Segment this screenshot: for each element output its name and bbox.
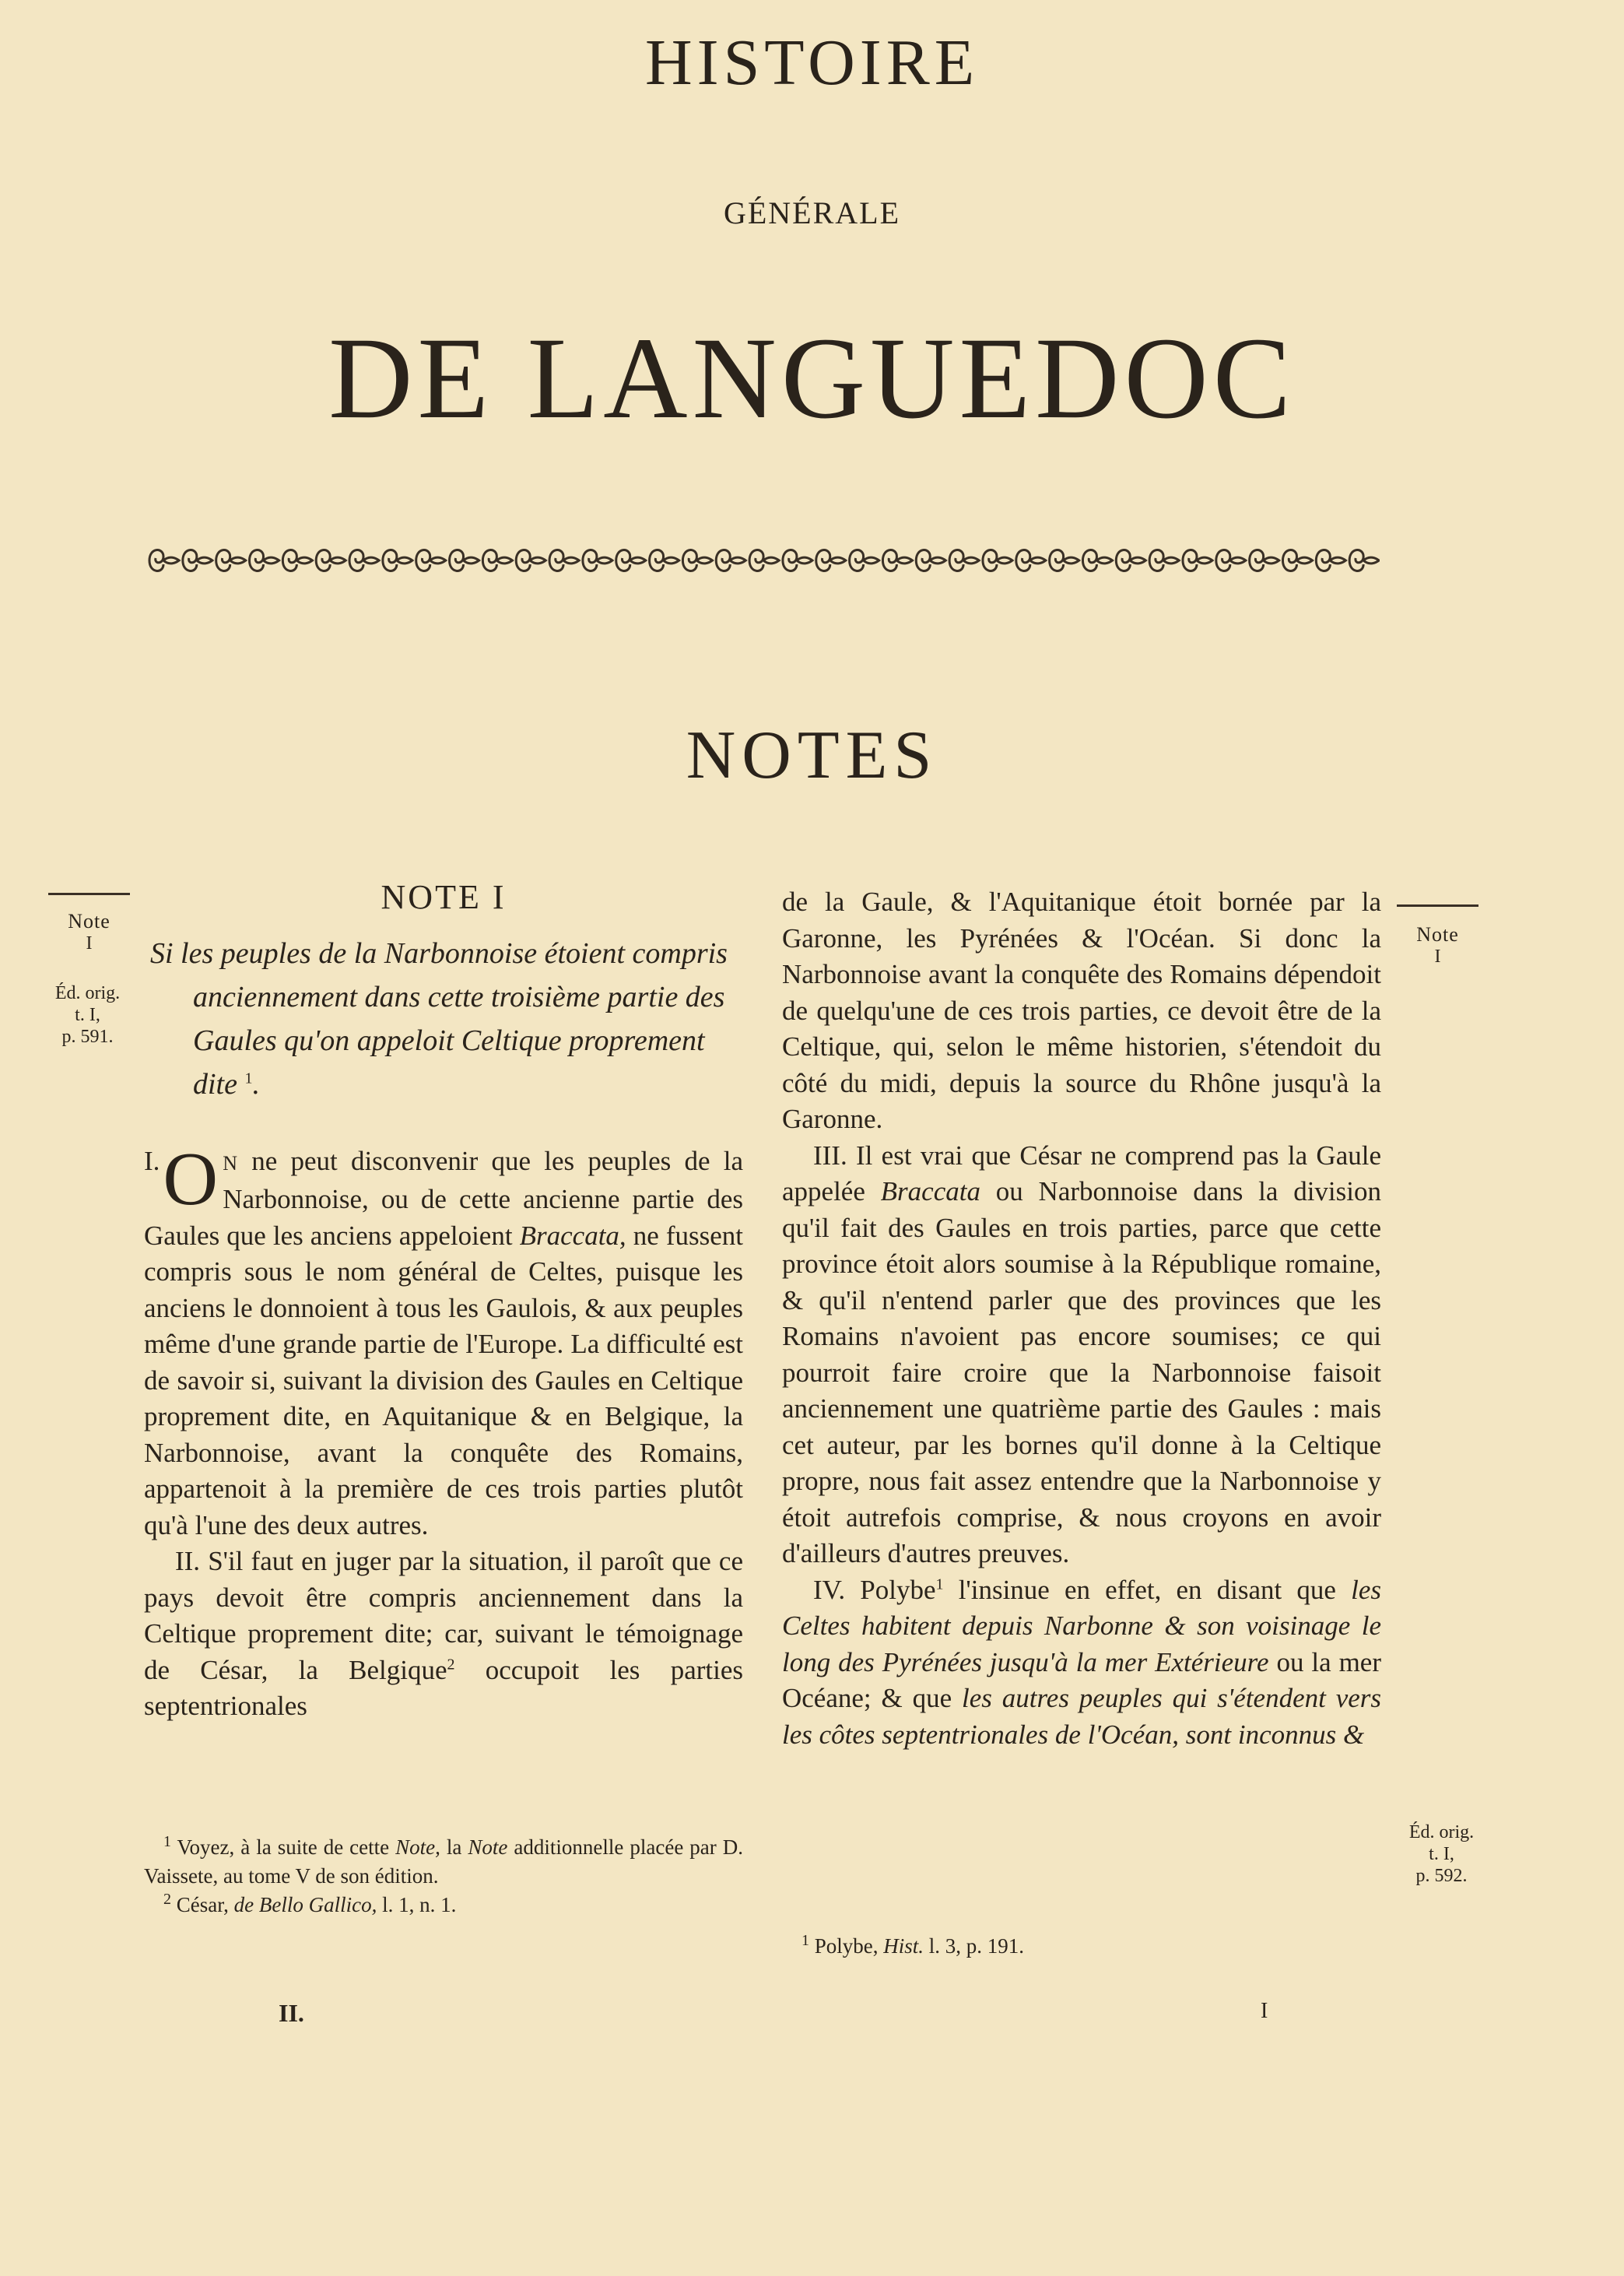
right-edition-line: p. 592. — [1415, 1866, 1468, 1886]
paragraph-4 — [782, 1572, 1381, 1754]
footnote-text: l. 3, p. 191. — [928, 1934, 1025, 1958]
left-margin-note — [48, 911, 130, 954]
right-note-number: I — [1434, 947, 1441, 967]
note-subtitle-end: . — [252, 1067, 260, 1101]
footnotes-left — [144, 1833, 743, 1919]
right-edition-ref — [1393, 1821, 1490, 1887]
paragraph-text: II. S'il faut en juger par la situation, il paroît que ce pays devoit être compris anciennement dans la Celtique proprement dite; car, suivant le témoignage de César, la Belgique — [144, 1546, 743, 1685]
paragraph-3 — [782, 1138, 1381, 1572]
right-margin-rule — [1397, 904, 1478, 907]
scroll-ornament-icon — [146, 541, 1380, 580]
scroll-ornament-segment — [1016, 550, 1046, 571]
scroll-ornament-segment — [1050, 550, 1079, 571]
scroll-ornament-segment — [882, 550, 912, 571]
scroll-ornament-segment — [816, 550, 846, 571]
scroll-ornament-segment — [1149, 550, 1179, 571]
italic-text: Braccata, — [519, 1220, 626, 1251]
scroll-ornament-segment — [250, 550, 279, 571]
left-edition-ref — [39, 982, 136, 1048]
section-heading-notes: NOTES — [686, 718, 938, 793]
scroll-ornament-segment — [650, 550, 679, 571]
footnote-italic: de Bello Gallico, — [233, 1893, 377, 1916]
italic-text: les autres peuples qui s'étendent vers les côtes septentrionales de l'Océan, sont inconnus & — [782, 1683, 1382, 1750]
scroll-ornament-segment — [450, 550, 479, 571]
scroll-ornament-segment — [282, 550, 312, 571]
scroll-ornament-segment — [616, 550, 646, 571]
paragraph-text: ne fussent compris sous le nom général de Celtes, puisque les anciens le donnoient à tous les Gaulois, & aux peuples même d'une grande partie de l'Europe. La difficulté est de savoir si, suivant la division des Gaules en Celtique proprement dite, en Aquitanique & en Belgique, la Narbonnoise, avant la conquête des Romains, appartenoit à la première de ces trois parties plutôt qu'à l'une des deux autres. — [144, 1220, 743, 1540]
paragraph-text: ne peut disconvenir que les peuples de la Narbonnoise, ou de cette ancienne partie des Gaules que les anciens appeloient — [144, 1145, 743, 1251]
footnote-text: additionnelle placée par D. Vaissete, au tome V de son édition. — [144, 1835, 744, 1888]
footnote-text: la — [446, 1835, 462, 1859]
left-column — [144, 880, 743, 1725]
right-edition-line: t. I, — [1429, 1844, 1454, 1864]
scroll-ornament-segment — [682, 550, 712, 571]
paragraph-numeral: I. — [144, 1145, 160, 1176]
paragraph-text: l'insinue en effet, en disant que — [958, 1574, 1336, 1605]
footnote-italic: Hist. — [883, 1934, 924, 1958]
scroll-ornament-segment — [783, 550, 812, 571]
signature-mark-left: II. — [279, 1999, 304, 2027]
footnote-2 — [144, 1891, 743, 1919]
signature-mark-right: I — [1261, 1999, 1268, 2023]
italic-text: Braccata — [880, 1176, 980, 1206]
scroll-ornament-segment — [1216, 550, 1246, 571]
scroll-ornament-segment — [1282, 550, 1312, 571]
italic-text: les Celtes habitent depuis Narbonne & son voisinage le long des Pyrénées jusqu'à la mer Extérieure — [782, 1574, 1381, 1677]
small-caps-text: N — [223, 1151, 238, 1175]
scroll-ornament-segment — [1116, 550, 1145, 571]
scroll-ornament-segment — [1349, 550, 1379, 571]
footnote-marker: 1 — [801, 1932, 809, 1949]
left-margin-rule — [48, 893, 130, 895]
footnote-text: César, — [176, 1893, 229, 1916]
scroll-ornament-segment — [316, 550, 345, 571]
footnote-1 — [782, 1932, 1381, 1961]
scroll-ornament-segment — [916, 550, 945, 571]
footnote-text: Polybe, — [814, 1934, 879, 1958]
paragraph-1 — [144, 1136, 743, 1544]
scroll-ornament-segment — [850, 550, 879, 571]
scroll-ornament-segment — [749, 550, 779, 571]
note-subtitle-text: Si les peuples de la Narbonnoise étoient compris anciennement dans cette troisième partie des Gaules qu'on appeloit Celtique proprement dite — [150, 936, 728, 1101]
scroll-ornament-segment — [482, 550, 512, 571]
paragraph-text: IV. Polybe — [813, 1574, 936, 1605]
left-edition-line: Éd. orig. — [54, 983, 121, 1003]
scroll-ornament-segment — [516, 550, 545, 571]
scroll-ornament-segment — [1183, 550, 1212, 571]
scroll-ornament-segment — [1082, 550, 1112, 571]
scroll-ornament-segment — [949, 550, 979, 571]
scroll-ornament-segment — [583, 550, 612, 571]
drop-cap: O — [163, 1136, 219, 1221]
scroll-ornament-segment — [549, 550, 579, 571]
paragraph-text: III. Il est vrai que César ne comprend pas la Gaule appelée — [782, 1140, 1381, 1206]
scroll-ornament-segment — [983, 550, 1012, 571]
paragraph-text: ou la mer Océane; & que — [782, 1646, 1381, 1713]
title-languedoc: DE LANGUEDOC — [328, 314, 1296, 443]
footnote-text: l. 1, n. 1. — [382, 1893, 457, 1916]
footnote-ref: 1 — [244, 1069, 253, 1087]
footnote-italic: Note, — [395, 1835, 440, 1859]
scroll-ornament-segment — [349, 550, 379, 571]
paragraph-text: de la Gaule, & l'Aquitanique étoit bornée par la Garonne, les Pyrénées & l'Océan. Si donc la Narbonnoise avant la conquête des Romains dépendoit de quelqu'une de ces trois parties, ce devoit être de la Celtique, qui, selon le même historien, s'étendoit du côté du midi, depuis la source du Rhône jusqu'à la Garonne. — [782, 887, 1381, 1134]
paragraph-text: occupoit les parties septentrionales — [144, 1654, 743, 1721]
title-histoire: HISTOIRE — [644, 26, 980, 99]
footnote-marker: 2 — [163, 1891, 171, 1908]
left-note-number: I — [86, 933, 93, 954]
title-generale: GÉNÉRALE — [723, 195, 901, 230]
note-title: NOTE I — [381, 878, 507, 916]
footnote-ref: 1 — [935, 1575, 944, 1593]
note-subtitle — [150, 932, 743, 1106]
right-margin-note — [1397, 924, 1478, 968]
left-edition-line: t. I, — [75, 1005, 100, 1025]
right-edition-line: Éd. orig. — [1408, 1822, 1475, 1842]
paragraph-2 — [144, 1544, 743, 1725]
footnotes-right — [782, 1932, 1381, 1961]
footnote-italic: Note — [468, 1835, 508, 1859]
footnote-ref: 2 — [447, 1655, 455, 1673]
scroll-ornament-segment — [183, 550, 212, 571]
right-note-label: Note — [1416, 923, 1459, 946]
scroll-ornament-segment — [383, 550, 412, 571]
paragraph-text: ou Narbonnoise dans la division qu'il fait des Gaules en trois parties, parce que cette province étoit alors soumise à la République romaine, & qu'il n'entend parler que des provinces que les Romains n'avoient pas encore soumises; ce qui pourroit faire croire que la Narbonnoise faisoit anciennement une quatrième partie des Gaules : mais cet auteur, par les bornes qu'il donne à la Celtique propre, nous fait assez entendre que la Narbonnoise y étoit autrefois comprise, & nous croyons en avoir d'ailleurs d'autres preuves. — [782, 1176, 1381, 1568]
scroll-ornament-segment — [216, 550, 246, 571]
paragraph-continued — [782, 884, 1381, 1138]
footnote-marker: 1 — [163, 1833, 171, 1850]
left-edition-line: p. 591. — [61, 1027, 114, 1047]
scroll-ornament-segment — [416, 550, 446, 571]
scroll-ornament-segment — [149, 550, 179, 571]
scroll-ornament-segment — [716, 550, 745, 571]
left-note-label: Note — [68, 910, 110, 933]
scroll-ornament-segment — [1250, 550, 1279, 571]
footnote-1 — [144, 1833, 743, 1891]
scroll-ornament-segment — [1316, 550, 1345, 571]
right-column — [782, 884, 1381, 1753]
footnote-text: Voyez, à la suite de cette — [177, 1835, 390, 1859]
